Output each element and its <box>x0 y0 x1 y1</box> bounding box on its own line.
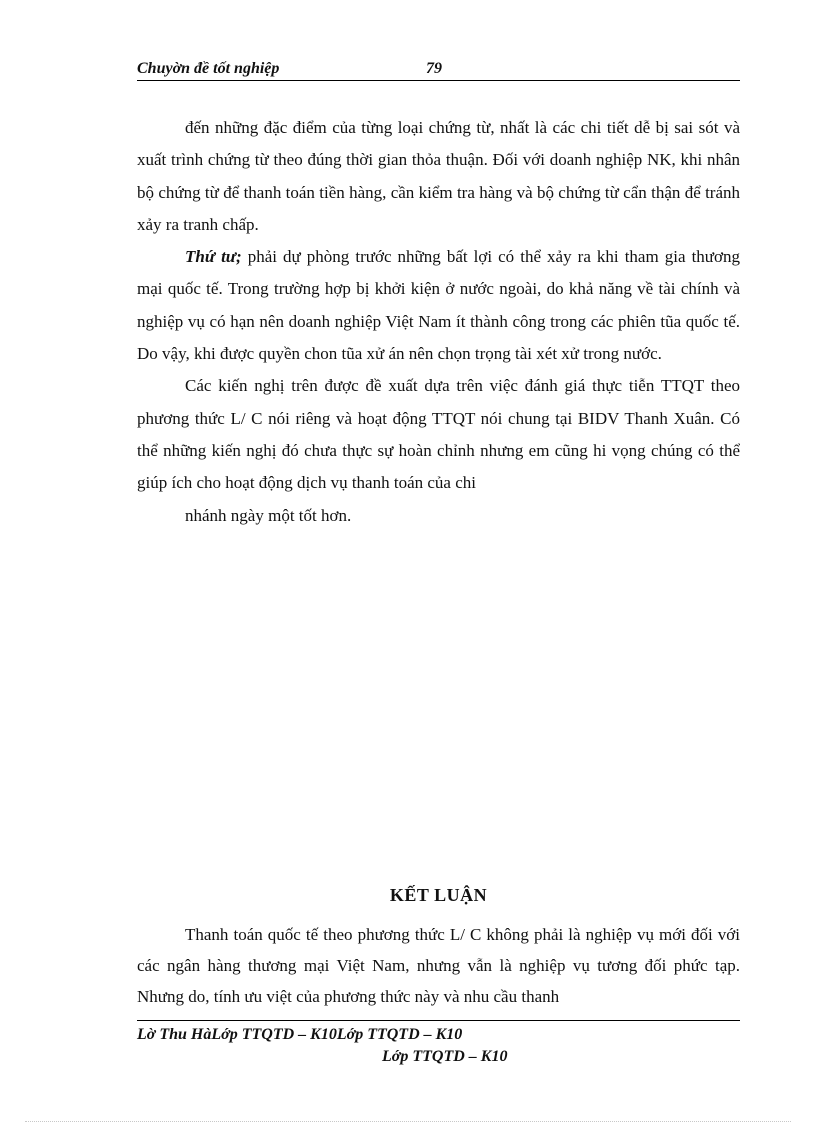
page-header <box>137 60 740 80</box>
footer-line-1: Lờ Thu HàLớp TTQTD – K10Lớp TTQTD – K10 <box>137 1026 463 1043</box>
paragraph-2 <box>137 241 740 370</box>
document-title: Chuyờn đề tốt nghiệp <box>137 60 280 77</box>
conclusion-body <box>137 919 740 1012</box>
body-content <box>137 112 740 532</box>
bottom-dotted-border <box>25 1121 791 1122</box>
page-footer <box>137 1024 740 1068</box>
paragraph-1: đến những đặc điểm của từng loại chứng từ, nhất là các chi tiết dễ bị sai sót và xuất trình chứng từ theo đúng thời gian thỏa thuận. Đối với doanh nghiệp NK, khi nhân bộ chứng từ để thanh toán tiền hàng, cần kiểm tra hàng và bộ chứng từ cẩn thận để tránh xảy ra tranh chấp. <box>137 118 740 234</box>
conclusion-paragraph: Thanh toán quốc tế theo phương thức L/ C không phải là nghiệp vụ mới đối với các ngân hàng thương mại Việt Nam, nhưng vẫn là nghiệp vụ tương đối phức tạp. Nhưng do, tính ưu việt của phương thức này và nhu cầu thanh <box>137 925 740 1006</box>
page-number: 79 <box>426 60 442 77</box>
footer-divider <box>137 1020 740 1021</box>
paragraph-4: nhánh ngày một tốt hơn. <box>185 505 352 525</box>
paragraph-2-text: phải dự phòng trước những bất lợi có thể xảy ra khi tham gia thương mại quốc tế. Trong trường hợp bị khởi kiện ở nước ngoài, do khả năng về tài chính và nghiệp vụ có hạn nên doanh nghiệp Việt Nam ít thành công trong các phiên tũa quốc tế. Do vậy, khi được quyền chon tũa xử án nên chọn trọng tài xét xử trong nước. <box>137 247 741 364</box>
conclusion-heading: KẾT LUẬN <box>389 885 488 905</box>
header-divider <box>137 80 740 81</box>
footer-line-2: Lớp TTQTD – K10 <box>382 1048 508 1065</box>
paragraph-3: Các kiến nghị trên được đề xuất dựa trên việc đánh giá thực tiễn TTQT theo phương thức L/ C nói riêng và hoạt động TTQT nói chung tại BIDV Thanh Xuân. Có thể những kiến nghị đó chưa thực sự hoàn chỉnh nhưng em cũng hi vọng chúng có thể giúp ích cho hoạt động dịch vụ thanh toán của chi <box>137 376 740 493</box>
paragraph-2-lead: Thứ tư; <box>185 247 242 267</box>
